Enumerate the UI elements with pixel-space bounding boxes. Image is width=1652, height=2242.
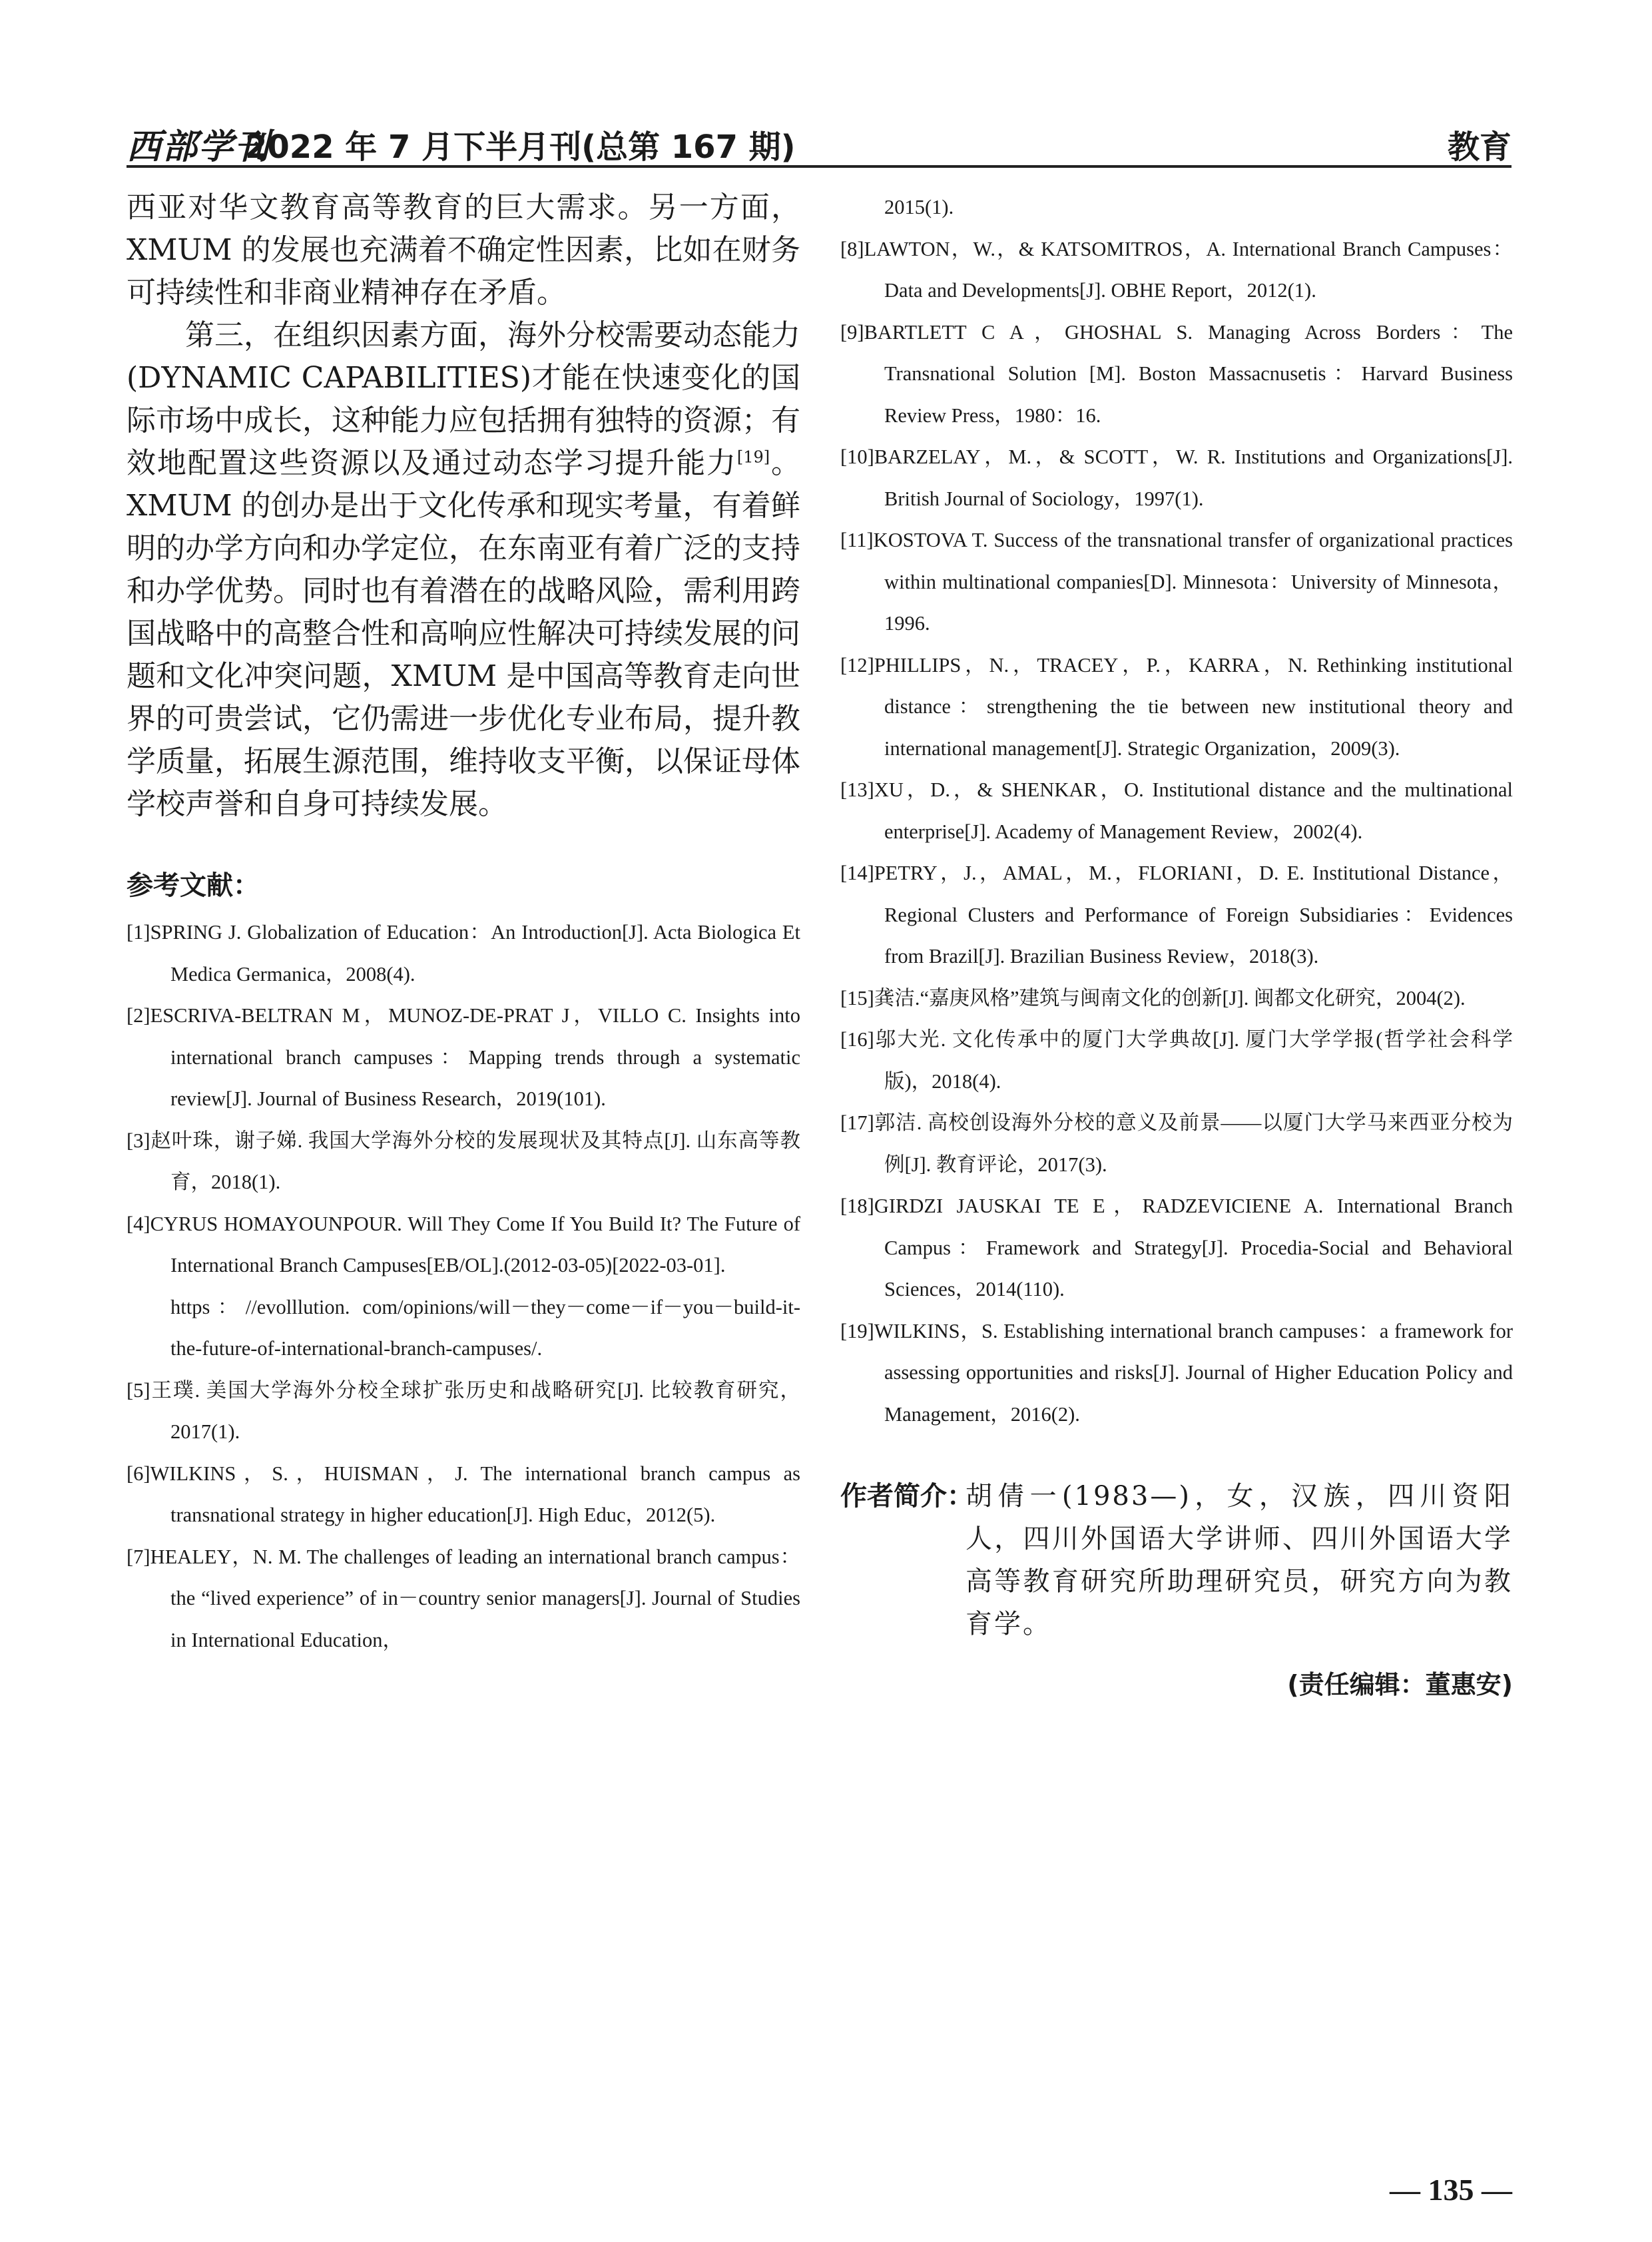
reference-14: [14]PETRY，J.，AMAL，M.，FLORIANI，D. E. Institutional Distance，Regional Clusters and Performance of Foreign Subsidiaries：Evidences from Brazil[J]. Brazilian Business Review，2018(3). [840, 862, 1513, 968]
reference-2: [2]ESCRIVA-BELTRAN M，MUNOZ-DE-PRAT J，VILLO C. Insights into international branch campuses：Mapping trends through a systematic review[J]. Journal of Business Research，2019(101). [127, 1004, 800, 1110]
references-list-right [840, 186, 1513, 1435]
reference-8: [8]LAWTON，W.，& KATSOMITROS，A. International Branch Campuses：Data and Developments[J]. OBHE Report，2012(1). [840, 237, 1513, 302]
section-name: 教育 [1447, 129, 1512, 166]
reference-6: [6]WILKINS，S.，HUISMAN，J. The international branch campus as transnational strategy in higher education[J]. High Educ，2012(5). [127, 1462, 800, 1526]
reference-5: [5]王璞. 美国大学海外分校全球扩张历史和战略研究[J]. 比较教育研究，2017(1). [127, 1378, 800, 1443]
reference-17: [17]郭洁. 高校创设海外分校的意义及前景——以厦门大学马来西亚分校为例[J]. 教育评论，2017(3). [840, 1111, 1513, 1176]
body-paragraph-2-text-a: 第三，在组织因素方面，海外分校需要动态能力(DYNAMIC CAPABILITIES)才能在快速变化的国际市场中成长，这种能力应包括拥有独特的资源；有效地配置这些资源以及通过动态学习提升能力 [127, 318, 800, 480]
author-text: 胡倩一(1983—)，女，汉族，四川资阳人，四川外国语大学讲师、四川外国语大学高等教育研究所助理研究员，研究方向为教育学。 [965, 1481, 1513, 1639]
reference-3: [3]赵叶珠，谢子娣. 我国大学海外分校的发展现状及其特点[J]. 山东高等教育，2018(1). [127, 1129, 800, 1193]
left-column [127, 186, 800, 1661]
editor-note: (责任编辑：董惠安) [1287, 1670, 1513, 1699]
reference-10: [10]BARZELAY，M.，& SCOTT，W. R. Institutions and Organizations[J]. British Journal of Sociology，1997(1). [840, 445, 1513, 510]
author-bio [840, 1475, 1513, 1645]
reference-9: [9]BARTLETT C A，GHOSHAL S. Managing Across Borders：The Transnational Solution [M]. Boston Massacnusetis：Harvard Business Review Press，1980：16. [840, 320, 1513, 427]
page-header [127, 112, 1512, 168]
reference-7: [7]HEALEY，N. M. The challenges of leading an international branch campus：the “lived experience” of in－country senior managers[J]. Journal of Studies in International Education， [127, 1545, 800, 1651]
issue-info: 2022 年 7 月下半月刊(总第 167 期) [245, 129, 796, 166]
reference-16: [16]邬大光. 文化传承中的厦门大学典故[J]. 厦门大学学报(哲学社会科学版)，2018(4). [840, 1028, 1513, 1093]
body-paragraph-1: 西亚对华文教育高等教育的巨大需求。另一方面，XMUM 的发展也充满着不确定性因素，比如在财务可持续性和非商业精神存在矛盾。 [127, 190, 800, 310]
journal-logo: 西部学刊 [127, 127, 271, 167]
body-paragraph-2-text-b: 。XMUM 的创办是出于文化传承和现实考量，有着鲜明的办学方向和办学定位，在东南亚有着广泛的支持和办学优势。同时也有着潜在的战略风险，需利用跨国战略中的高整合性和高响应性解决可持续发展的问题和文化冲突问题，XMUM 是中国高等教育走向世界的可贵尝试，它仍需进一步优化专业布局，提升教学质量，拓展生源范围，维持收支平衡，以保证母体学校声誉和自身可持续发展。 [127, 446, 801, 821]
reference-4: [4]CYRUS HOMAYOUNPOUR. Will They Come If You Build It? The Future of International Branch Campuses[EB/OL].(2012-03-05)[2022-03-01]. [127, 1212, 800, 1276]
reference-1: [1]SPRING J. Globalization of Education：An Introduction[J]. Acta Biologica Et Medica Germanica，2008(4). [127, 921, 800, 985]
reference-11: [11]KOSTOVA T. Success of the transnational transfer of organizational practices within multinational companies[D]. Minnesota：University of Minnesota，1996. [840, 529, 1513, 635]
right-column [840, 186, 1513, 1701]
reference-15: [15]龚洁.“嘉庚风格”建筑与闽南文化的创新[J]. 闽都文化研究，2004(2). [840, 986, 1466, 1009]
reference-12: [12]PHILLIPS，N.，TRACEY，P.，KARRA，N. Rethinking institutional distance：strengthening the tie between new institutional theory and international management[J]. Strategic Organization，2009(3). [840, 653, 1513, 760]
reference-18: [18]GIRDZI JAUSKAI TE E，RADZEVICIENE A. International Branch Campus：Framework and Strategy[J]. Procedia-Social and Behavioral Sciences，2014(110). [840, 1195, 1513, 1300]
references-heading: 参考文献： [127, 870, 260, 901]
reference-7-cont: 2015(1). [884, 196, 954, 218]
reference-4-url: https：//evolllution. com/opinions/will－they－come－if－you－build-it-the-future-of-international-branch-campuses/. [170, 1295, 800, 1360]
author-label: 作者简介： [840, 1481, 973, 1512]
page-number: — 135 — [1390, 2173, 1512, 2207]
reference-19: [19]WILKINS，S. Establishing international branch campuses：a framework for assessing opportunities and risks[J]. Journal of Higher Education Policy and Management，2016(2). [840, 1319, 1513, 1426]
reference-13: [13]XU，D.，& SHENKAR，O. Institutional distance and the multinational enterprise[J]. Academy of Management Review，2002(4). [840, 778, 1513, 843]
body-paragraph-2 [127, 314, 800, 826]
citation-19: [19] [736, 447, 770, 467]
references-list-left [127, 912, 800, 1661]
